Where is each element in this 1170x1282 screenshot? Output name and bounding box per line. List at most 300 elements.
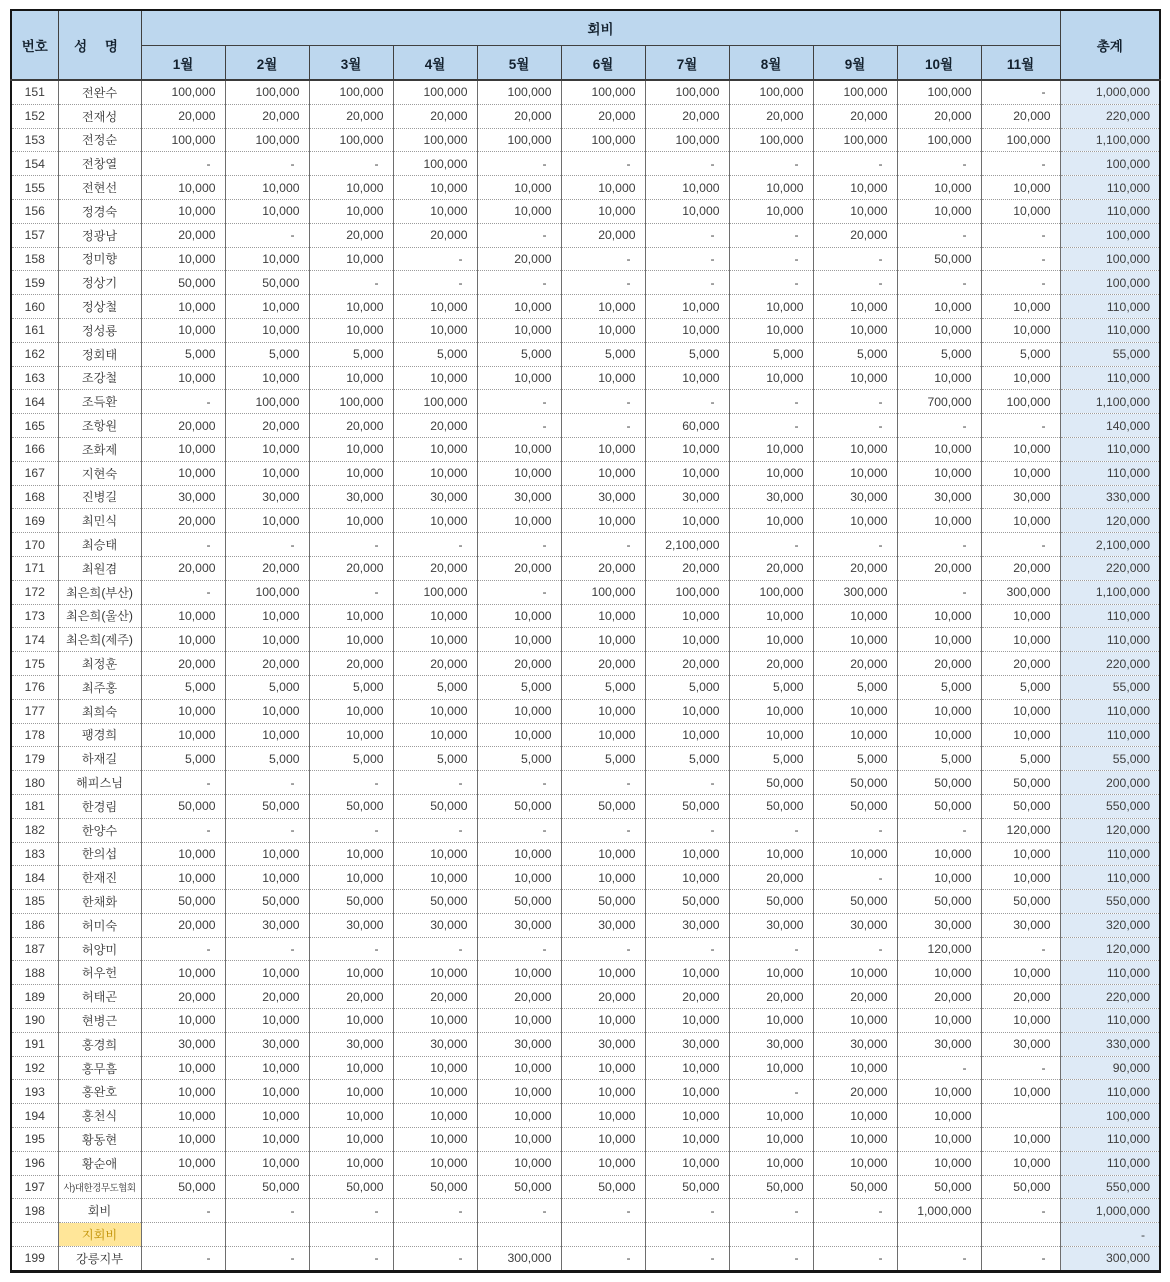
month-value: - (729, 414, 813, 438)
table-row (11, 366, 1160, 390)
month-value: 20,000 (897, 985, 981, 1009)
month-value: - (729, 937, 813, 961)
month-value: - (477, 390, 561, 414)
month-value: 10,000 (981, 1080, 1060, 1104)
month-value: - (813, 152, 897, 176)
row-number: 173 (11, 604, 58, 628)
table-row (11, 771, 1160, 795)
month-value: - (309, 1247, 393, 1272)
member-name: 한재진 (58, 866, 141, 890)
member-name: 한양수 (58, 818, 141, 842)
month-value: - (477, 937, 561, 961)
month-value: 10,000 (729, 437, 813, 461)
row-number: 190 (11, 1009, 58, 1033)
month-value: 10,000 (729, 961, 813, 985)
month-value: 20,000 (561, 104, 645, 128)
month-value: 100,000 (561, 128, 645, 152)
month-value: 20,000 (645, 556, 729, 580)
row-number: 174 (11, 628, 58, 652)
month-value: 10,000 (141, 628, 225, 652)
header-fee-group: 회비 (141, 10, 1060, 46)
month-value: 20,000 (141, 556, 225, 580)
month-value: 20,000 (309, 985, 393, 1009)
member-name: 최은희(제주) (58, 628, 141, 652)
month-value: 5,000 (393, 675, 477, 699)
month-value: 10,000 (897, 366, 981, 390)
month-value: 20,000 (141, 652, 225, 676)
month-value: 20,000 (141, 414, 225, 438)
month-value (141, 1223, 225, 1247)
total-value: 300,000 (1060, 1247, 1160, 1272)
table-row (11, 675, 1160, 699)
month-value: - (813, 533, 897, 557)
month-value (225, 1223, 309, 1247)
member-name: 조항원 (58, 414, 141, 438)
month-value: 100,000 (393, 390, 477, 414)
month-value: - (645, 152, 729, 176)
month-value: 10,000 (897, 318, 981, 342)
month-value: 50,000 (981, 794, 1060, 818)
month-value: 10,000 (813, 961, 897, 985)
month-value: 10,000 (645, 1151, 729, 1175)
month-value: - (981, 414, 1060, 438)
month-value (477, 1223, 561, 1247)
table-row (11, 104, 1160, 128)
month-value: - (981, 80, 1060, 104)
month-value: 10,000 (729, 318, 813, 342)
month-value: 10,000 (981, 437, 1060, 461)
total-value: 55,000 (1060, 747, 1160, 771)
month-header: 9월 (813, 46, 897, 81)
month-value: - (561, 771, 645, 795)
month-value: 50,000 (645, 1175, 729, 1199)
total-value: 110,000 (1060, 461, 1160, 485)
month-value: 30,000 (561, 1032, 645, 1056)
month-value: - (645, 771, 729, 795)
month-value: 50,000 (897, 890, 981, 914)
table-row (11, 866, 1160, 890)
month-value: 10,000 (813, 509, 897, 533)
month-value: 10,000 (477, 509, 561, 533)
table-row (11, 223, 1160, 247)
month-value: 10,000 (981, 842, 1060, 866)
month-value: 10,000 (813, 461, 897, 485)
table-row (11, 723, 1160, 747)
table-row (11, 1056, 1160, 1080)
month-value: 1,000,000 (897, 1199, 981, 1223)
total-value: 330,000 (1060, 1032, 1160, 1056)
month-value: 50,000 (141, 890, 225, 914)
month-value: 10,000 (561, 628, 645, 652)
month-value: 100,000 (393, 152, 477, 176)
row-number: 185 (11, 890, 58, 914)
month-value: - (477, 771, 561, 795)
month-value: 10,000 (393, 699, 477, 723)
month-value: 120,000 (897, 937, 981, 961)
month-value: - (309, 152, 393, 176)
total-value: 110,000 (1060, 866, 1160, 890)
table-row (11, 985, 1160, 1009)
member-name: 한경림 (58, 794, 141, 818)
month-value: 700,000 (897, 390, 981, 414)
row-number: 153 (11, 128, 58, 152)
month-value: - (645, 390, 729, 414)
month-value: - (981, 1247, 1060, 1272)
month-value: - (225, 223, 309, 247)
month-value: - (981, 271, 1060, 295)
month-value: - (225, 818, 309, 842)
month-value: - (393, 1247, 477, 1272)
month-value: - (981, 152, 1060, 176)
row-number: 189 (11, 985, 58, 1009)
month-value: 10,000 (645, 366, 729, 390)
month-value: 10,000 (141, 1056, 225, 1080)
month-value: 10,000 (561, 1009, 645, 1033)
month-value: 10,000 (645, 1056, 729, 1080)
month-value: 100,000 (225, 580, 309, 604)
member-name: 사)대한경무도협회 (58, 1175, 141, 1199)
member-name: 홍무흠 (58, 1056, 141, 1080)
month-value: 10,000 (225, 723, 309, 747)
total-value: 110,000 (1060, 604, 1160, 628)
month-value: - (561, 390, 645, 414)
month-value: 10,000 (729, 1056, 813, 1080)
month-value: 30,000 (981, 913, 1060, 937)
month-value: 30,000 (225, 1032, 309, 1056)
month-value: 10,000 (309, 247, 393, 271)
month-value: 30,000 (477, 913, 561, 937)
month-value: - (729, 818, 813, 842)
month-value: 10,000 (309, 961, 393, 985)
month-value: 100,000 (813, 128, 897, 152)
member-name: 최정훈 (58, 652, 141, 676)
member-name: 정상철 (58, 295, 141, 319)
month-value: 10,000 (813, 1056, 897, 1080)
month-value: - (393, 818, 477, 842)
month-value: 20,000 (897, 556, 981, 580)
row-number: 176 (11, 675, 58, 699)
month-value: 10,000 (729, 699, 813, 723)
month-value: 10,000 (309, 1009, 393, 1033)
month-value: 10,000 (393, 866, 477, 890)
month-value: 10,000 (645, 699, 729, 723)
month-value: 10,000 (561, 723, 645, 747)
month-value: 10,000 (225, 1056, 309, 1080)
table-row (11, 485, 1160, 509)
month-value: - (477, 414, 561, 438)
month-value: 50,000 (225, 890, 309, 914)
table-row (11, 342, 1160, 366)
total-value: 110,000 (1060, 1151, 1160, 1175)
month-value: - (141, 771, 225, 795)
month-value: - (645, 271, 729, 295)
month-value: - (141, 580, 225, 604)
month-value: 10,000 (477, 1151, 561, 1175)
month-value: 100,000 (393, 580, 477, 604)
month-value: 10,000 (477, 366, 561, 390)
member-name: 조화제 (58, 437, 141, 461)
month-value: 20,000 (393, 104, 477, 128)
month-value: 10,000 (393, 723, 477, 747)
total-value: 110,000 (1060, 961, 1160, 985)
month-value: - (729, 1080, 813, 1104)
month-value: 10,000 (393, 1104, 477, 1128)
member-name: 전현선 (58, 176, 141, 200)
month-value: 10,000 (729, 1128, 813, 1152)
member-name: 최원겸 (58, 556, 141, 580)
month-value: 10,000 (309, 1151, 393, 1175)
row-number: 158 (11, 247, 58, 271)
month-value: 50,000 (561, 890, 645, 914)
table-row (11, 747, 1160, 771)
month-value: 10,000 (309, 1128, 393, 1152)
month-value: - (561, 271, 645, 295)
member-name: 조득환 (58, 390, 141, 414)
member-name: 한채화 (58, 890, 141, 914)
member-name: 강릉지부 (58, 1247, 141, 1272)
month-value: - (141, 1247, 225, 1272)
month-value (981, 1223, 1060, 1247)
total-value: 100,000 (1060, 1104, 1160, 1128)
month-value: 10,000 (645, 1128, 729, 1152)
total-value: 550,000 (1060, 1175, 1160, 1199)
month-value: 10,000 (225, 461, 309, 485)
month-value: 10,000 (897, 1080, 981, 1104)
month-value: 10,000 (225, 1080, 309, 1104)
member-name: 최승태 (58, 533, 141, 557)
month-value: - (561, 533, 645, 557)
month-value: 10,000 (729, 1151, 813, 1175)
month-value: - (561, 937, 645, 961)
month-value: 50,000 (813, 890, 897, 914)
header-total: 총계 (1060, 10, 1160, 80)
month-value: 50,000 (561, 794, 645, 818)
month-value: - (729, 533, 813, 557)
month-value: - (897, 1247, 981, 1272)
table-row (11, 80, 1160, 104)
month-value: 20,000 (309, 652, 393, 676)
row-number: 152 (11, 104, 58, 128)
table-row (11, 556, 1160, 580)
month-value: 20,000 (141, 509, 225, 533)
member-name: 허양미 (58, 937, 141, 961)
month-value: 30,000 (225, 485, 309, 509)
month-value: 100,000 (645, 580, 729, 604)
month-value: 10,000 (561, 842, 645, 866)
total-value: 110,000 (1060, 318, 1160, 342)
month-value: 5,000 (813, 675, 897, 699)
month-value: 100,000 (477, 80, 561, 104)
table-row (11, 818, 1160, 842)
total-value: 110,000 (1060, 437, 1160, 461)
month-value: - (813, 866, 897, 890)
month-header: 3월 (309, 46, 393, 81)
row-number: 194 (11, 1104, 58, 1128)
month-value: 20,000 (813, 1080, 897, 1104)
month-value: 5,000 (561, 675, 645, 699)
month-value: 50,000 (813, 1175, 897, 1199)
month-value: 5,000 (813, 342, 897, 366)
total-value: 550,000 (1060, 890, 1160, 914)
month-value: 10,000 (897, 866, 981, 890)
month-value: 50,000 (729, 1175, 813, 1199)
month-value: 10,000 (477, 628, 561, 652)
row-number: 166 (11, 437, 58, 461)
month-value: 10,000 (729, 295, 813, 319)
member-name: 한의섭 (58, 842, 141, 866)
month-value: - (393, 937, 477, 961)
month-value: 10,000 (477, 699, 561, 723)
month-header-row (11, 46, 1160, 81)
month-value: 20,000 (309, 223, 393, 247)
month-value: - (729, 1199, 813, 1223)
table-row (11, 509, 1160, 533)
month-value: 10,000 (897, 199, 981, 223)
month-value: - (225, 771, 309, 795)
row-number: 181 (11, 794, 58, 818)
month-value: 30,000 (813, 913, 897, 937)
month-value: 30,000 (309, 1032, 393, 1056)
month-value: 50,000 (981, 890, 1060, 914)
month-value: 5,000 (393, 342, 477, 366)
month-value: - (729, 152, 813, 176)
month-value: 10,000 (393, 1009, 477, 1033)
month-value: 5,000 (813, 747, 897, 771)
table-row (11, 1128, 1160, 1152)
month-value: - (561, 818, 645, 842)
table-row (11, 1223, 1160, 1247)
month-value: 100,000 (561, 580, 645, 604)
table-row (11, 461, 1160, 485)
month-value: 10,000 (729, 723, 813, 747)
month-value: - (645, 818, 729, 842)
month-value: 10,000 (141, 1151, 225, 1175)
row-number: 154 (11, 152, 58, 176)
member-name: 최은희(울산) (58, 604, 141, 628)
month-value: 10,000 (729, 366, 813, 390)
month-value: 10,000 (561, 1128, 645, 1152)
month-value: 30,000 (393, 913, 477, 937)
month-value: 20,000 (813, 652, 897, 676)
month-value: 20,000 (477, 247, 561, 271)
month-value: 20,000 (309, 556, 393, 580)
month-value: 10,000 (813, 1104, 897, 1128)
table-row (11, 152, 1160, 176)
month-value: 30,000 (897, 1032, 981, 1056)
month-value: 20,000 (981, 556, 1060, 580)
month-value: 5,000 (645, 675, 729, 699)
month-value: 50,000 (813, 771, 897, 795)
month-value: - (309, 533, 393, 557)
month-value: 10,000 (309, 1056, 393, 1080)
month-value: 10,000 (729, 176, 813, 200)
month-value: 10,000 (141, 1080, 225, 1104)
table-row (11, 842, 1160, 866)
month-value: 10,000 (981, 961, 1060, 985)
month-value: 100,000 (309, 128, 393, 152)
month-value: 10,000 (561, 1080, 645, 1104)
month-value: 10,000 (225, 628, 309, 652)
row-number: 195 (11, 1128, 58, 1152)
month-value: 10,000 (393, 461, 477, 485)
month-value: 20,000 (477, 104, 561, 128)
month-value: - (645, 247, 729, 271)
month-value: 10,000 (225, 247, 309, 271)
month-value: 20,000 (561, 556, 645, 580)
month-value: 30,000 (225, 913, 309, 937)
member-name: 허태곤 (58, 985, 141, 1009)
month-value: 10,000 (141, 961, 225, 985)
month-value: 10,000 (141, 699, 225, 723)
total-value: 110,000 (1060, 199, 1160, 223)
month-value: 10,000 (393, 509, 477, 533)
month-value: 10,000 (813, 1151, 897, 1175)
month-value: 10,000 (729, 628, 813, 652)
month-value: 10,000 (477, 1104, 561, 1128)
month-value: 10,000 (141, 723, 225, 747)
month-value: 20,000 (897, 652, 981, 676)
month-value: 20,000 (309, 104, 393, 128)
month-value: 10,000 (813, 628, 897, 652)
month-value: - (225, 937, 309, 961)
member-name: 최주홍 (58, 675, 141, 699)
month-value: 10,000 (561, 961, 645, 985)
row-number: 164 (11, 390, 58, 414)
month-value: 10,000 (645, 199, 729, 223)
month-value: 30,000 (645, 913, 729, 937)
month-value: 10,000 (393, 366, 477, 390)
month-value: 10,000 (897, 723, 981, 747)
member-name: 조강철 (58, 366, 141, 390)
month-value: - (561, 247, 645, 271)
month-header: 4월 (393, 46, 477, 81)
month-value: 20,000 (729, 104, 813, 128)
month-value: 10,000 (477, 437, 561, 461)
month-value: - (561, 1199, 645, 1223)
month-value: - (225, 1247, 309, 1272)
member-name: 진병길 (58, 485, 141, 509)
month-value: 50,000 (561, 1175, 645, 1199)
total-value: 330,000 (1060, 485, 1160, 509)
month-value: 10,000 (225, 509, 309, 533)
month-value: 10,000 (561, 1104, 645, 1128)
month-value: 10,000 (309, 628, 393, 652)
month-value: 50,000 (897, 247, 981, 271)
month-value: 10,000 (813, 295, 897, 319)
month-value: 10,000 (309, 842, 393, 866)
row-number: 169 (11, 509, 58, 533)
month-value: 10,000 (645, 866, 729, 890)
member-name: 홍경희 (58, 1032, 141, 1056)
month-value: 10,000 (729, 461, 813, 485)
month-value: 10,000 (477, 961, 561, 985)
month-value: 10,000 (309, 723, 393, 747)
month-value: 10,000 (561, 866, 645, 890)
month-value: 5,000 (729, 675, 813, 699)
month-value: 10,000 (561, 1151, 645, 1175)
month-value: 50,000 (813, 794, 897, 818)
month-value: 10,000 (393, 1151, 477, 1175)
month-value: 10,000 (393, 1128, 477, 1152)
month-header: 6월 (561, 46, 645, 81)
month-value: 100,000 (141, 128, 225, 152)
month-value: 30,000 (561, 913, 645, 937)
total-value: 220,000 (1060, 104, 1160, 128)
member-name: 전정순 (58, 128, 141, 152)
member-name: 전재성 (58, 104, 141, 128)
table-row (11, 699, 1160, 723)
month-value: 50,000 (897, 794, 981, 818)
